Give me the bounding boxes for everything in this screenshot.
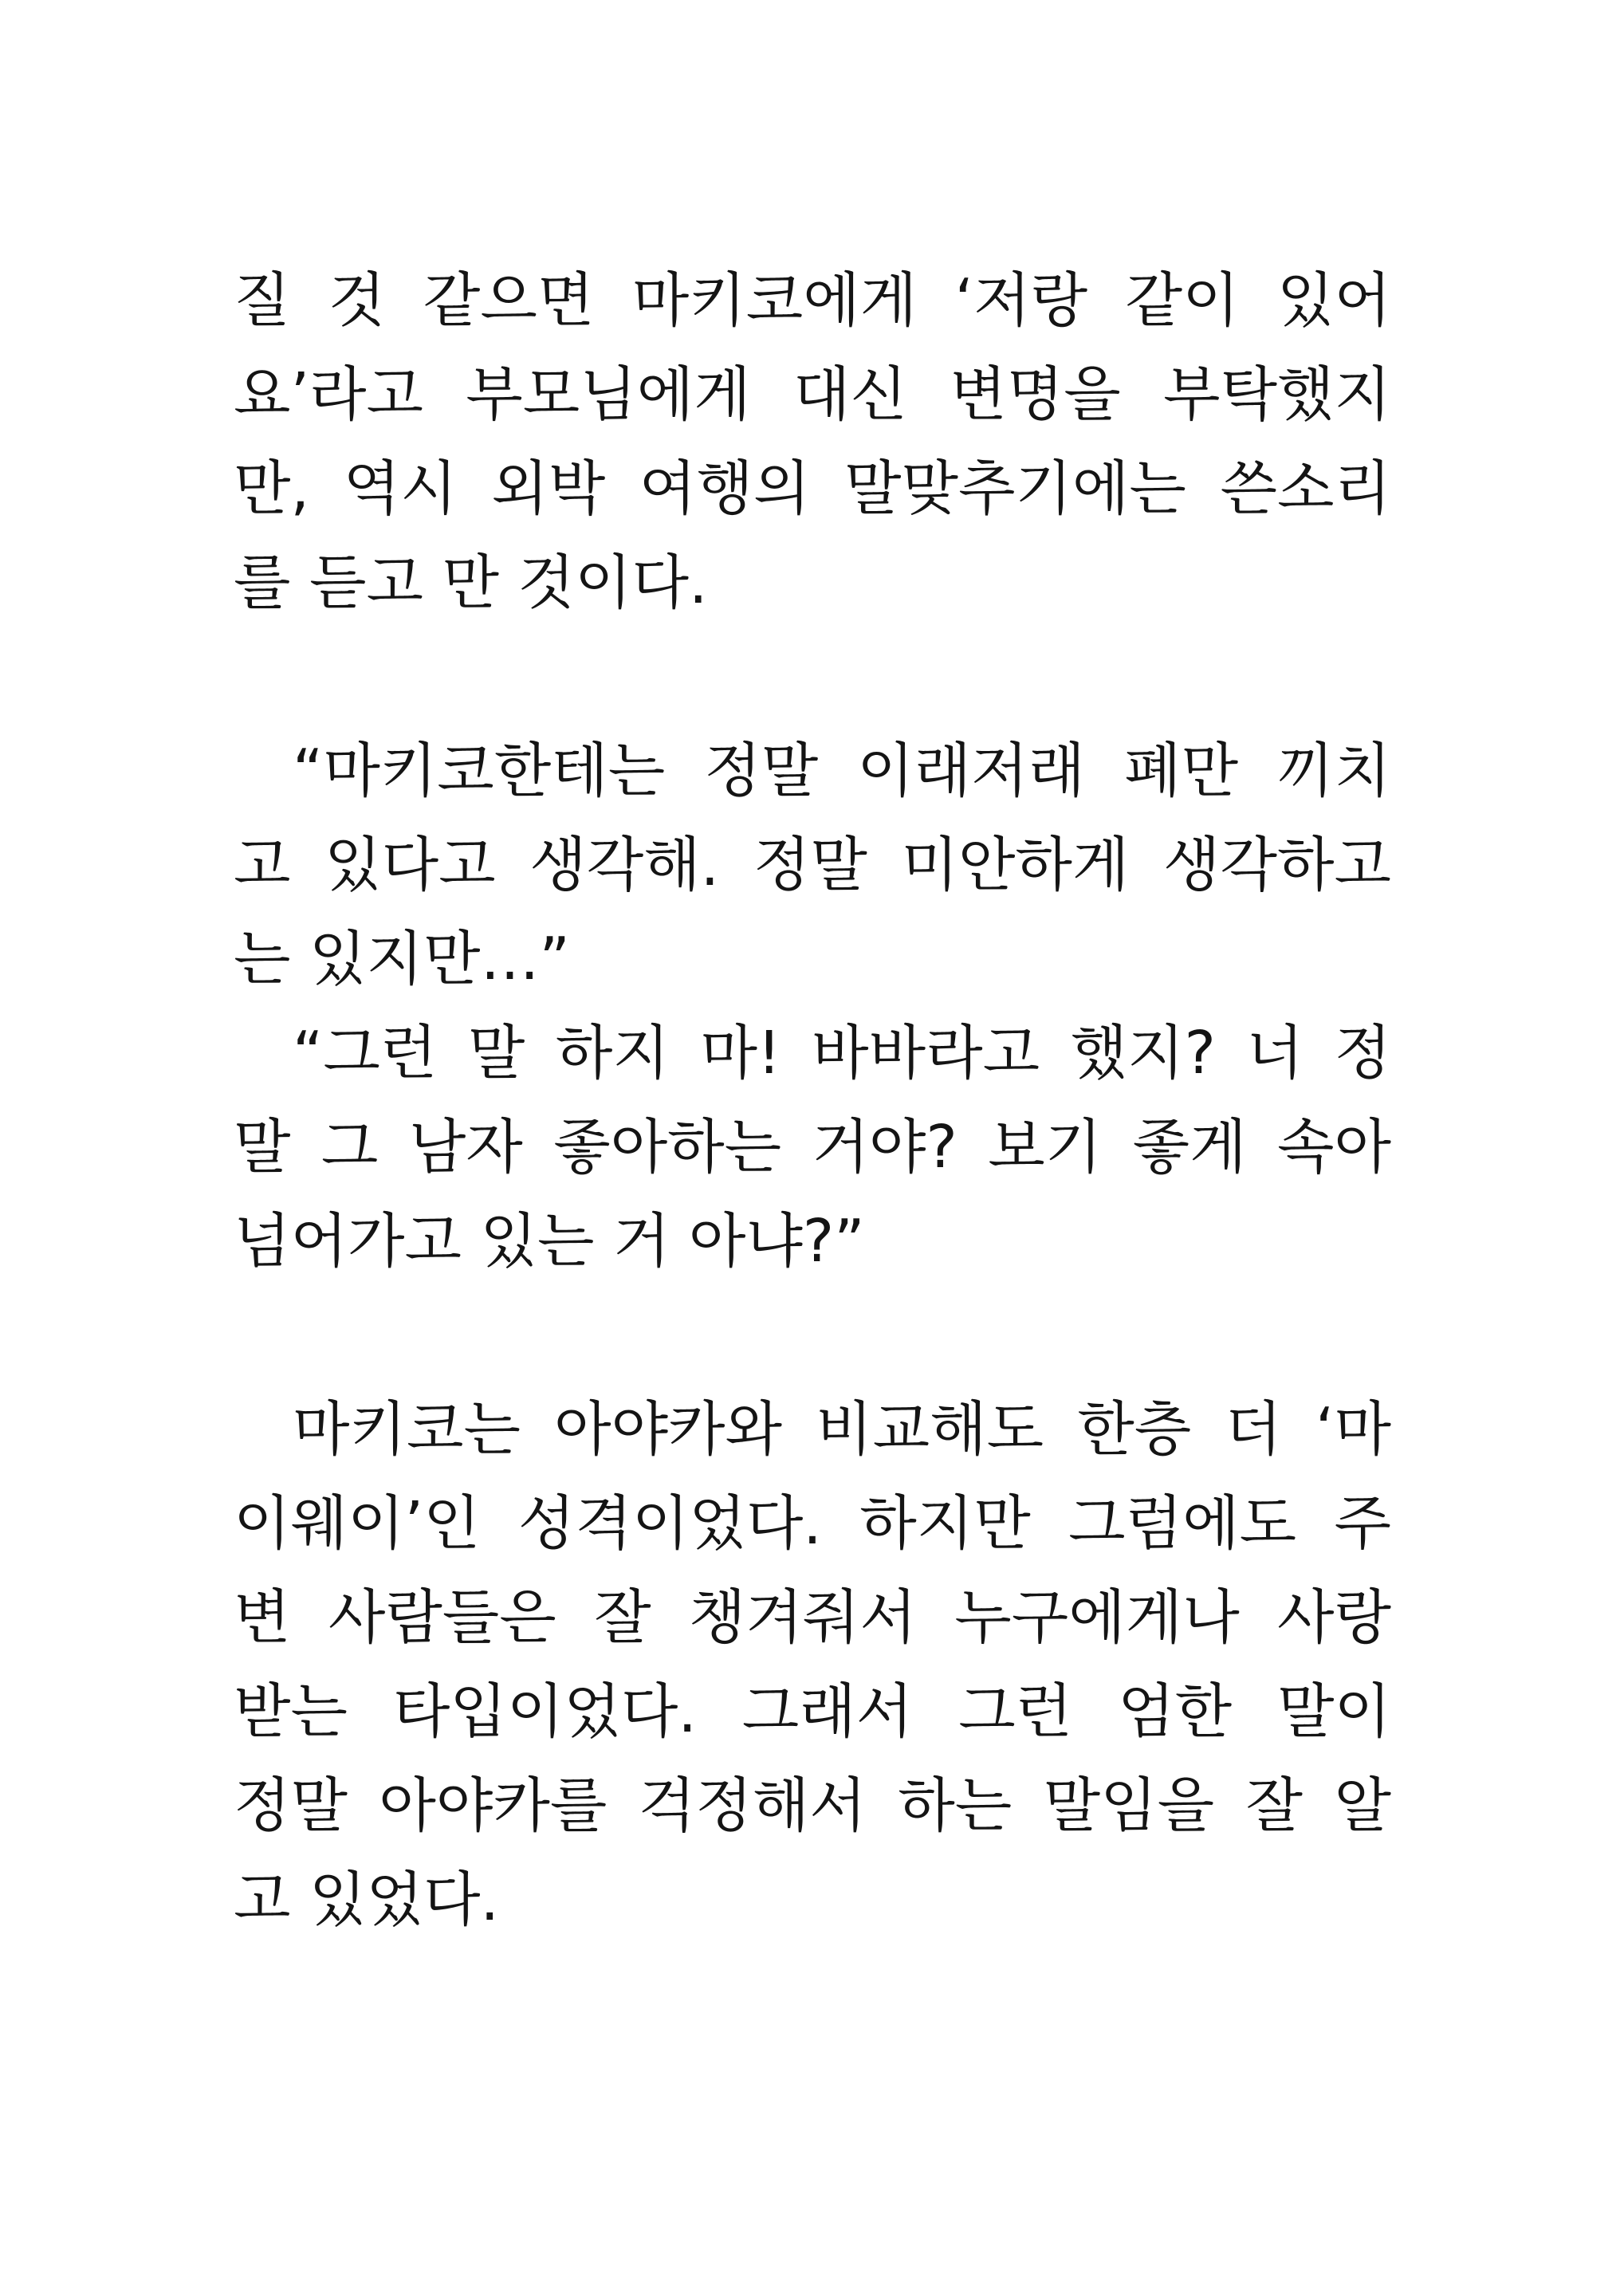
text-line: 정말 아야카를 걱정해서 하는 말임을 잘 알 [234,1771,1391,1840]
text-line: 변 사람들은 잘 챙겨줘서 누구에게나 사랑 [234,1583,1391,1652]
text-line: 이웨이’인 성격이었다. 하지만 그럼에도 주 [234,1489,1391,1558]
text-line: 고 있었다. [234,1866,499,1934]
body-text [234,254,1391,1947]
text-line: 마키코는 아야카와 비교해도 한층 더 ‘마 [293,1395,1391,1464]
text-line: “마키코한테는 정말 이래저래 폐만 끼치 [293,737,1391,805]
paragraph [234,1006,1391,1288]
paragraph [234,254,1391,630]
text-line: 고 있다고 생각해. 정말 미안하게 생각하고 [234,831,1391,899]
text-line: “그런 말 하지 마! 바바라고 했지? 너 정 [293,1019,1391,1087]
paragraph [234,1382,1391,1947]
paragraph-gap [234,630,1391,724]
text-line: 말 그 남자 좋아하는 거야? 보기 좋게 속아 [234,1113,1391,1181]
text-line: 질 것 같으면 마키코에게 ‘저랑 같이 있어 [234,266,1391,335]
text-line: 요’라고 부모님에게 대신 변명을 부탁했지 [234,360,1391,429]
text-line: 를 듣고 만 것이다. [234,548,708,617]
text-line: 넘어가고 있는 거 아냐?” [234,1207,865,1276]
paragraph-gap [234,1288,1391,1382]
text-line: 만, 역시 외박 여행의 말맞추기에는 쓴소리 [234,454,1391,523]
text-line: 받는 타입이었다. 그래서 그런 엄한 말이 [234,1677,1391,1746]
paragraph [234,724,1391,1006]
text-line: 는 있지만…” [234,925,570,993]
